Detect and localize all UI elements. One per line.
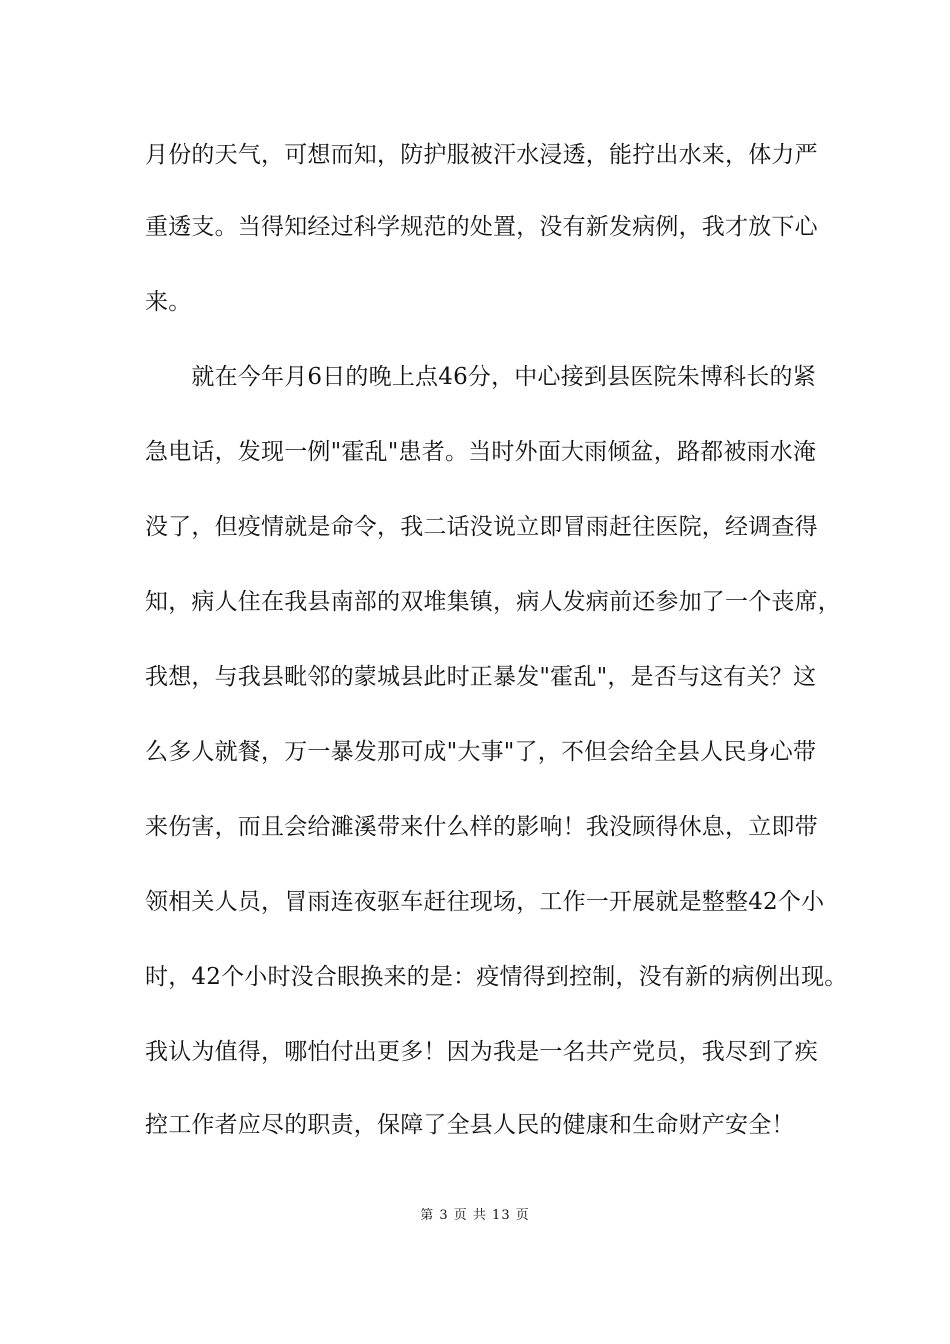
text-line-11: 领相关人员，冒雨连夜驱车赶往现场，工作一开展就是整整42个小: [145, 889, 825, 915]
text-line-3: 来。: [145, 289, 192, 315]
text-line-4: 就在今年月6日的晚上点46分，中心接到县医院朱博科长的紧: [145, 364, 816, 390]
text-line-6: 没了，但疫情就是命令，我二话没说立即冒雨赶往医院，经调查得: [145, 514, 818, 540]
text-line-9: 么多人就餐，万一暴发那可成"大事"了，不但会给全县人民身心带: [145, 739, 817, 765]
text-line-14: 控工作者应尽的职责，保障了全县人民的健康和生命财产安全！: [145, 1112, 795, 1138]
text-line-7: 知，病人住在我县南部的双堆集镇，病人发病前还参加了一个丧席，: [145, 589, 841, 615]
page-footer: 第 3 页 共 13 页: [420, 1208, 530, 1223]
text-line-12: 时，42个小时没合眼换来的是：疫情得到控制，没有新的病例出现。: [145, 964, 848, 990]
text-line-10: 来伤害，而且会给濉溪带来什么样的影响！我没顾得休息，立即带: [145, 814, 818, 840]
text-line-5: 急电话，发现一例"霍乱"患者。当时外面大雨倾盆，路都被雨水淹: [145, 439, 817, 465]
text-line-8: 我想，与我县毗邻的蒙城县此时正暴发"霍乱"，是否与这有关？这: [145, 664, 817, 690]
text-line-2: 重透支。当得知经过科学规范的处置，没有新发病例，我才放下心: [145, 214, 818, 240]
text-line-1: 月份的天气，可想而知，防护服被汗水浸透，能拧出水来，体力严: [145, 142, 818, 168]
text-line-13: 我认为值得，哪怕付出更多！因为我是一名共产党员，我尽到了疾: [145, 1039, 818, 1065]
